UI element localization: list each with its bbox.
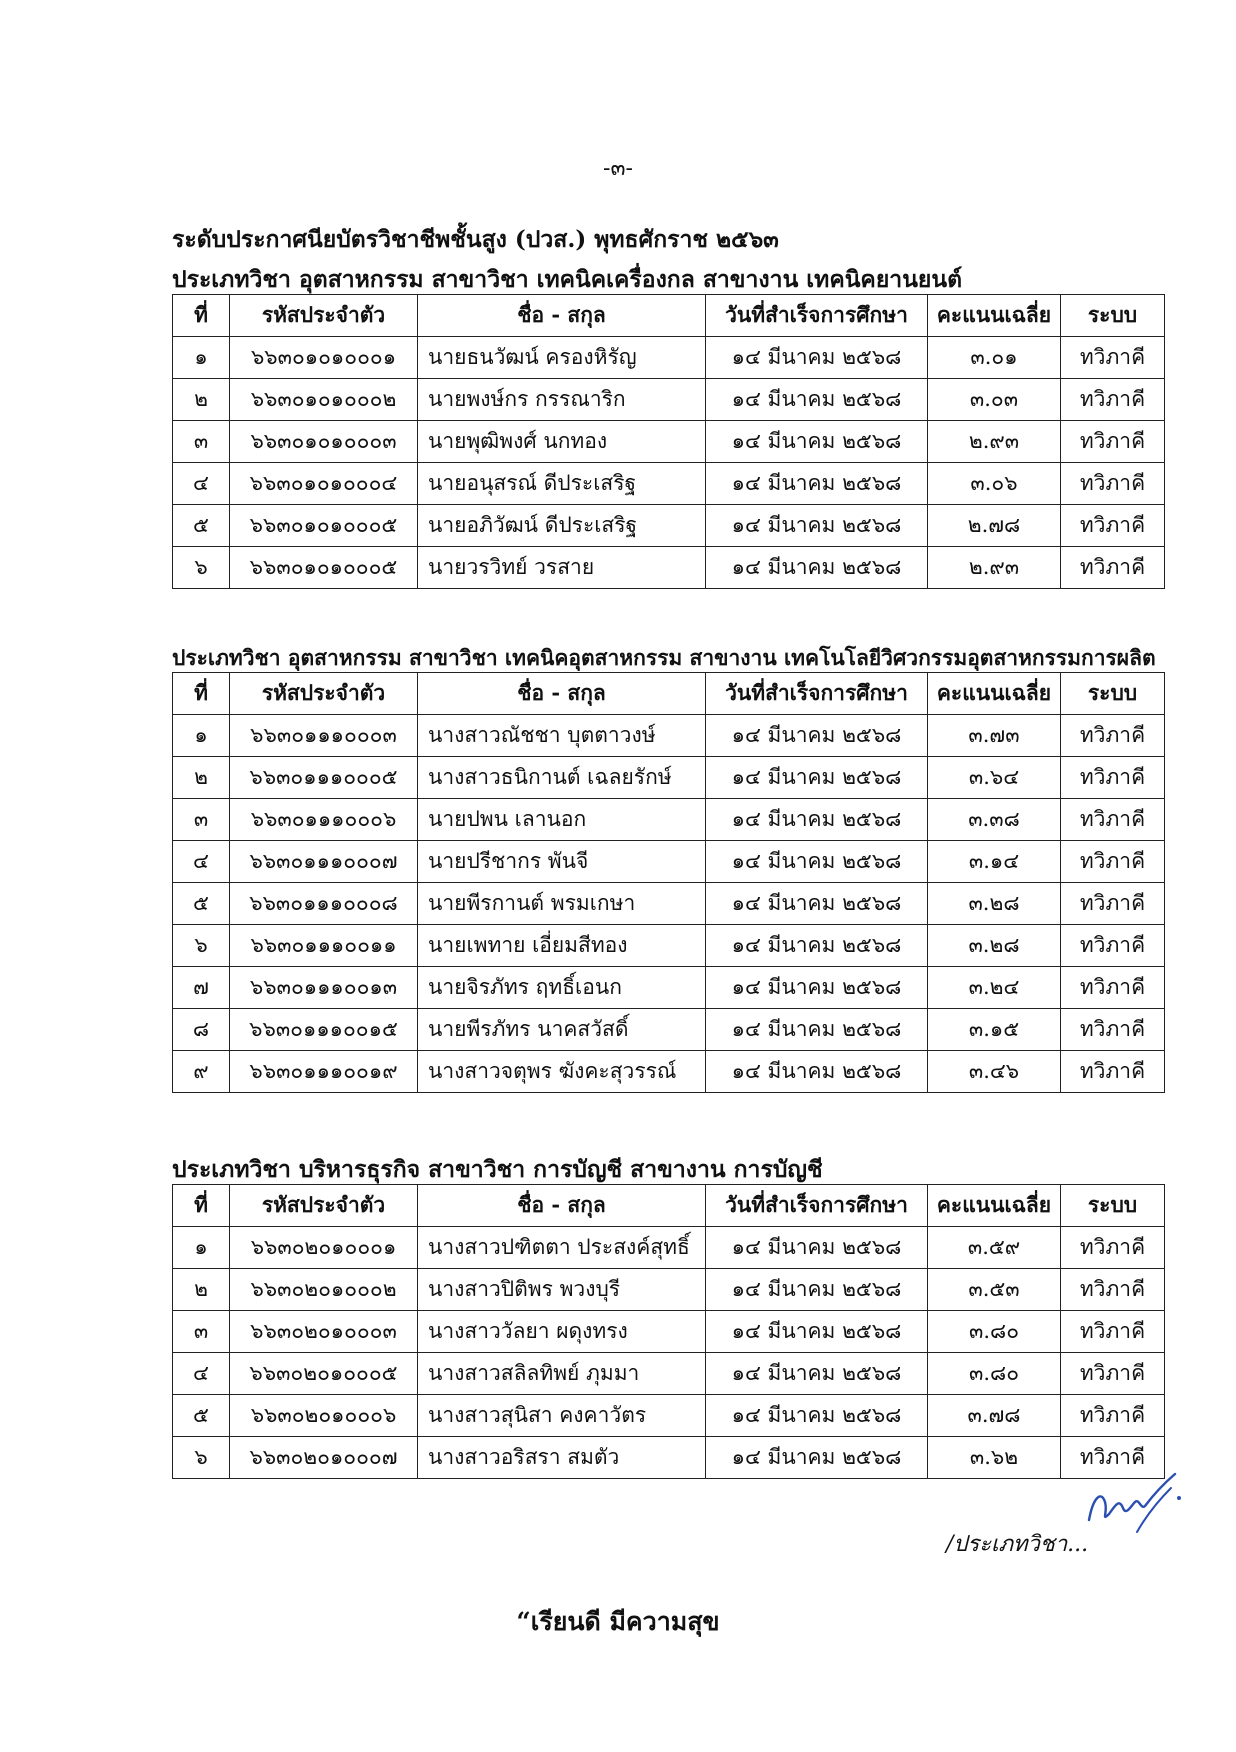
student-id: ๖๖๓๐๑๐๑๐๐๐๑ [230,337,418,379]
graduation-date: ๑๔ มีนาคม ๒๕๖๘ [706,337,928,379]
study-system: ทวิภาคี [1061,967,1165,1009]
graduation-date: ๑๔ มีนาคม ๒๕๖๘ [706,505,928,547]
student-id: ๖๖๓๐๒๐๑๐๐๐๒ [230,1269,418,1311]
study-system: ทวิภาคี [1061,1227,1165,1269]
study-system: ทวิภาคี [1061,421,1165,463]
graduation-date: ๑๔ มีนาคม ๒๕๖๘ [706,1051,928,1093]
graduation-date: ๑๔ มีนาคม ๒๕๖๘ [706,421,928,463]
row-number: ๘ [173,1009,230,1051]
table-row [173,1051,1165,1093]
student-id: ๖๖๓๐๑๐๑๐๐๐๕ [230,505,418,547]
table-row [173,337,1165,379]
student-name: นายปพน เลานอก [418,799,706,841]
student-name: นายพงษ์กร กรรณาริก [418,379,706,421]
student-id: ๖๖๓๐๑๐๑๐๐๐๔ [230,463,418,505]
study-system: ทวิภาคี [1061,463,1165,505]
gpa-value: ๓.๕๙ [928,1227,1061,1269]
row-number: ๑ [173,1227,230,1269]
study-system: ทวิภาคี [1061,757,1165,799]
graduation-date: ๑๔ มีนาคม ๒๕๖๘ [706,463,928,505]
study-system: ทวิภาคี [1061,1009,1165,1051]
gpa-value: ๓.๑๕ [928,1009,1061,1051]
student-name: นายธนวัฒน์ ครองหิรัญ [418,337,706,379]
section-heading: ประเภทวิชา อุตสาหกรรม สาขาวิชา เทคนิคอุตสาหกรรม สาขางาน เทคโนโลยีวิศวกรรมอุตสาหกรรมการผลิต [172,645,1156,670]
student-id: ๖๖๓๐๑๑๑๐๐๑๓ [230,967,418,1009]
header-student-id: รหัสประจำตัว [230,673,418,715]
student-id: ๖๖๓๐๑๑๑๐๐๑๑ [230,925,418,967]
student-name: นางสาวสลิลทิพย์ ภุมมา [418,1353,706,1395]
row-number: ๖ [173,925,230,967]
study-system: ทวิภาคี [1061,379,1165,421]
table-row [173,925,1165,967]
student-id: ๖๖๓๐๑๐๑๐๐๐๕ [230,547,418,589]
student-id: ๖๖๓๐๑๑๑๐๐๐๓ [230,715,418,757]
gpa-value: ๓.๖๒ [928,1437,1061,1479]
row-number: ๑ [173,337,230,379]
student-id: ๖๖๓๐๑๑๑๐๐๐๕ [230,757,418,799]
header-name: ชื่อ - สกุล [418,673,706,715]
student-name: นายเพทาย เอี่ยมสีทอง [418,925,706,967]
graduation-date: ๑๔ มีนาคม ๒๕๖๘ [706,925,928,967]
row-number: ๑ [173,715,230,757]
student-name: นายปรีชากร พันจี [418,841,706,883]
student-id: ๖๖๓๐๒๐๑๐๐๐๕ [230,1353,418,1395]
student-id: ๖๖๓๐๒๐๑๐๐๐๑ [230,1227,418,1269]
graduates-table [172,294,1165,589]
student-id: ๖๖๓๐๑๐๑๐๐๐๓ [230,421,418,463]
header-student-id: รหัสประจำตัว [230,1185,418,1227]
graduation-date: ๑๔ มีนาคม ๒๕๖๘ [706,715,928,757]
graduates-table [172,672,1165,1093]
table-row [173,547,1165,589]
student-name: นายอนุสรณ์ ดีประเสริฐ [418,463,706,505]
table-row [173,967,1165,1009]
header-gpa: คะแนนเฉลี่ย [928,673,1061,715]
study-system: ทวิภาคี [1061,1395,1165,1437]
section-heading: ประเภทวิชา บริหารธุรกิจ สาขาวิชา การบัญชี สาขางาน การบัญชี [172,1156,823,1183]
row-number: ๕ [173,505,230,547]
degree-heading: ระดับประกาศนียบัตรวิชาชีพชั้นสูง (ปวส.) พุทธศักราช ๒๕๖๓ [172,226,779,253]
student-id: ๖๖๓๐๒๐๑๐๐๐๗ [230,1437,418,1479]
study-system: ทวิภาคี [1061,925,1165,967]
student-name: นางสาวอริสรา สมตัว [418,1437,706,1479]
row-number: ๒ [173,757,230,799]
gpa-value: ๓.๐๖ [928,463,1061,505]
header-grad-date: วันที่สำเร็จการศึกษา [706,1185,928,1227]
row-number: ๒ [173,379,230,421]
table-row [173,463,1165,505]
gpa-value: ๓.๖๔ [928,757,1061,799]
student-id: ๖๖๓๐๒๐๑๐๐๐๖ [230,1395,418,1437]
row-number: ๖ [173,547,230,589]
gpa-value: ๓.๒๔ [928,967,1061,1009]
graduation-date: ๑๔ มีนาคม ๒๕๖๘ [706,799,928,841]
table-header-row [173,673,1165,715]
study-system: ทวิภาคี [1061,1051,1165,1093]
table-row [173,1009,1165,1051]
signature-mark [1075,1468,1185,1538]
gpa-value: ๒.๗๘ [928,505,1061,547]
table-row [173,1353,1165,1395]
student-name: นายจิรภัทร ฤทธิ์เอนก [418,967,706,1009]
table-row [173,379,1165,421]
study-system: ทวิภาคี [1061,1311,1165,1353]
graduation-date: ๑๔ มีนาคม ๒๕๖๘ [706,379,928,421]
header-gpa: คะแนนเฉลี่ย [928,1185,1061,1227]
table-header-row [173,1185,1165,1227]
student-name: นายพุฒิพงศ์ นกทอง [418,421,706,463]
student-id: ๖๖๓๐๑๑๑๐๐๐๖ [230,799,418,841]
graduation-date: ๑๔ มีนาคม ๒๕๖๘ [706,1269,928,1311]
gpa-value: ๓.๗๘ [928,1395,1061,1437]
row-number: ๖ [173,1437,230,1479]
header-grad-date: วันที่สำเร็จการศึกษา [706,295,928,337]
row-number: ๙ [173,1051,230,1093]
table-row [173,799,1165,841]
gpa-value: ๓.๐๑ [928,337,1061,379]
row-number: ๓ [173,799,230,841]
section-heading: ประเภทวิชา อุตสาหกรรม สาขาวิชา เทคนิคเครื่องกล สาขางาน เทคนิคยานยนต์ [172,266,963,293]
row-number: ๗ [173,967,230,1009]
header-gpa: คะแนนเฉลี่ย [928,295,1061,337]
table-row [173,757,1165,799]
header-no: ที่ [173,295,230,337]
header-system: ระบบ [1061,1185,1165,1227]
row-number: ๓ [173,421,230,463]
gpa-value: ๓.๘๐ [928,1353,1061,1395]
student-id: ๖๖๓๐๑๑๑๐๐๑๕ [230,1009,418,1051]
study-system: ทวิภาคี [1061,337,1165,379]
student-name: นางสาวปฑิตตา ประสงค์สุทธิ์ [418,1227,706,1269]
study-system: ทวิภาคี [1061,715,1165,757]
student-name: นางสาวปิติพร พวงบุรี [418,1269,706,1311]
student-id: ๖๖๓๐๑๐๑๐๐๐๒ [230,379,418,421]
row-number: ๒ [173,1269,230,1311]
gpa-value: ๓.๑๔ [928,841,1061,883]
study-system: ทวิภาคี [1061,505,1165,547]
student-name: นางสาวสุนิสา คงคาวัตร [418,1395,706,1437]
row-number: ๔ [173,1353,230,1395]
table-row [173,1437,1165,1479]
student-name: นายวรวิทย์ วรสาย [418,547,706,589]
graduation-date: ๑๔ มีนาคม ๒๕๖๘ [706,757,928,799]
student-id: ๖๖๓๐๑๑๑๐๐๐๗ [230,841,418,883]
student-id: ๖๖๓๐๒๐๑๐๐๐๓ [230,1311,418,1353]
graduation-date: ๑๔ มีนาคม ๒๕๖๘ [706,1437,928,1479]
table-row [173,1269,1165,1311]
graduation-date: ๑๔ มีนาคม ๒๕๖๘ [706,1395,928,1437]
table-row [173,883,1165,925]
gpa-value: ๓.๗๓ [928,715,1061,757]
graduation-date: ๑๔ มีนาคม ๒๕๖๘ [706,1009,928,1051]
row-number: ๕ [173,883,230,925]
graduation-date: ๑๔ มีนาคม ๒๕๖๘ [706,1353,928,1395]
page-number: -๓- [603,156,633,181]
row-number: ๔ [173,841,230,883]
student-name: นางสาวธนิกานต์ เฉลยรักษ์ [418,757,706,799]
gpa-value: ๒.๙๓ [928,421,1061,463]
study-system: ทวิภาคี [1061,883,1165,925]
gpa-value: ๓.๐๓ [928,379,1061,421]
table-row [173,715,1165,757]
graduation-date: ๑๔ มีนาคม ๒๕๖๘ [706,883,928,925]
gpa-value: ๓.๓๘ [928,799,1061,841]
graduates-table [172,1184,1165,1479]
study-system: ทวิภาคี [1061,1269,1165,1311]
table-row [173,1227,1165,1269]
table-row [173,1395,1165,1437]
graduation-date: ๑๔ มีนาคม ๒๕๖๘ [706,1311,928,1353]
table-header-row [173,295,1165,337]
header-system: ระบบ [1061,295,1165,337]
header-student-id: รหัสประจำตัว [230,295,418,337]
table-row [173,841,1165,883]
gpa-value: ๓.๒๘ [928,883,1061,925]
gpa-value: ๒.๙๓ [928,547,1061,589]
study-system: ทวิภาคี [1061,799,1165,841]
gpa-value: ๓.๒๘ [928,925,1061,967]
table-row [173,505,1165,547]
gpa-value: ๓.๕๓ [928,1269,1061,1311]
graduation-date: ๑๔ มีนาคม ๒๕๖๘ [706,967,928,1009]
header-grad-date: วันที่สำเร็จการศึกษา [706,673,928,715]
graduation-date: ๑๔ มีนาคม ๒๕๖๘ [706,1227,928,1269]
student-name: นางสาวณัชชา บุตตาวงษ์ [418,715,706,757]
student-id: ๖๖๓๐๑๑๑๐๐๑๙ [230,1051,418,1093]
table-row [173,1311,1165,1353]
student-name: นางสาวจตุพร ฆังคะสุวรรณ์ [418,1051,706,1093]
row-number: ๓ [173,1311,230,1353]
school-motto: “เรียนดี มีความสุข [516,1607,720,1636]
header-name: ชื่อ - สกุล [418,295,706,337]
student-name: นางสาววัลยา ผดุงทรง [418,1311,706,1353]
study-system: ทวิภาคี [1061,547,1165,589]
row-number: ๕ [173,1395,230,1437]
header-name: ชื่อ - สกุล [418,1185,706,1227]
gpa-value: ๓.๔๖ [928,1051,1061,1093]
graduation-date: ๑๔ มีนาคม ๒๕๖๘ [706,841,928,883]
table-row [173,421,1165,463]
study-system: ทวิภาคี [1061,841,1165,883]
header-no: ที่ [173,1185,230,1227]
row-number: ๔ [173,463,230,505]
student-name: นายพีรกานต์ พรมเกษา [418,883,706,925]
study-system: ทวิภาคี [1061,1437,1165,1479]
continuation-note: /ประเภทวิชา... [946,1532,1089,1557]
student-name: นายอภิวัฒน์ ดีประเสริฐ [418,505,706,547]
student-name: นายพีรภัทร นาคสวัสดิ์ [418,1009,706,1051]
gpa-value: ๓.๘๐ [928,1311,1061,1353]
study-system: ทวิภาคี [1061,1353,1165,1395]
student-id: ๖๖๓๐๑๑๑๐๐๐๘ [230,883,418,925]
graduation-date: ๑๔ มีนาคม ๒๕๖๘ [706,547,928,589]
header-no: ที่ [173,673,230,715]
header-system: ระบบ [1061,673,1165,715]
